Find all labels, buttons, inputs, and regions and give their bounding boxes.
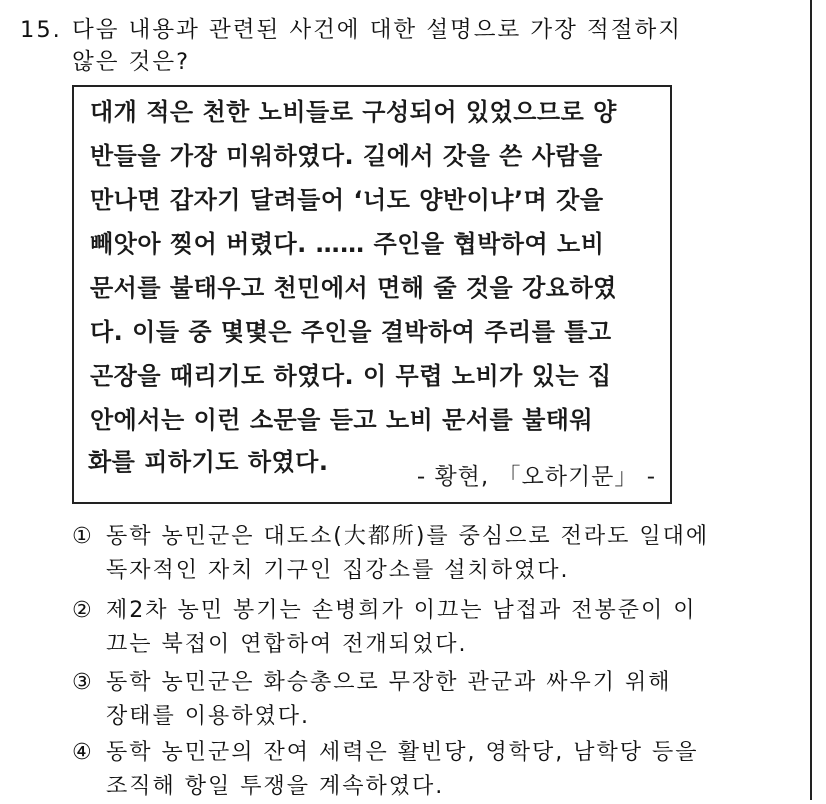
option-number-2: ② bbox=[72, 598, 94, 623]
page-column-rule bbox=[810, 0, 812, 800]
question-stem bbox=[72, 14, 772, 78]
source-passage-box bbox=[72, 85, 672, 504]
source-line: 대개 적은 천한 노비들로 구성되어 있었으므로 양 bbox=[90, 98, 617, 126]
option-text bbox=[106, 666, 672, 734]
option-text bbox=[106, 736, 698, 804]
option-line: 제2차 농민 봉기는 손병희가 이끄는 남접과 전봉준이 이 bbox=[106, 598, 697, 623]
question-number: 15. bbox=[20, 17, 62, 43]
option-line: 동학 농민군은 화승총으로 무장한 관군과 싸우기 위해 bbox=[106, 670, 672, 695]
option-line: 동학 농민군의 잔여 세력은 활빈당, 영학당, 남학당 등을 bbox=[106, 740, 699, 765]
option-line: 독자적인 자치 기구인 집강소를 설치하였다. bbox=[106, 558, 570, 583]
option-line: 동학 농민군은 대도소(大都所)를 중심으로 전라도 일대에 bbox=[106, 524, 710, 549]
question-stem-line: 않은 것은? bbox=[72, 49, 191, 75]
source-line: 빼앗아 찢어 버렸다. …… 주인을 협박하여 노비 bbox=[90, 230, 605, 258]
source-citation: - 황현, 「오하기문」 - bbox=[416, 464, 656, 490]
source-line: 만나면 갑자기 달려들어 ‘너도 양반이냐’며 갓을 bbox=[90, 186, 604, 214]
option-number-1: ① bbox=[72, 524, 94, 549]
option-line: 조직해 항일 투쟁을 계속하였다. bbox=[106, 774, 445, 799]
source-line: 화를 피하기도 하였다. bbox=[88, 448, 329, 476]
source-line: 안에서는 이런 소문을 듣고 노비 문서를 불태워 bbox=[90, 406, 594, 434]
option-line: 끄는 북접이 연합하여 전개되었다. bbox=[106, 632, 468, 657]
option-text bbox=[106, 594, 697, 662]
source-line: 곤장을 때리기도 하였다. 이 무렵 노비가 있는 집 bbox=[90, 362, 612, 390]
option-line: 장태를 이용하였다. bbox=[106, 704, 311, 729]
option-text bbox=[106, 520, 709, 588]
source-line: 다. 이들 중 몇몇은 주인을 결박하여 주리를 틀고 bbox=[90, 318, 612, 346]
option-number-4: ④ bbox=[72, 740, 94, 765]
source-line: 반들을 가장 미워하였다. 길에서 갓을 쓴 사람을 bbox=[90, 142, 603, 170]
source-line: 문서를 불태우고 천민에서 면해 줄 것을 강요하였 bbox=[90, 274, 617, 302]
question-stem-line: 다음 내용과 관련된 사건에 대한 설명으로 가장 적절하지 bbox=[72, 17, 682, 43]
option-number-3: ③ bbox=[72, 670, 94, 695]
